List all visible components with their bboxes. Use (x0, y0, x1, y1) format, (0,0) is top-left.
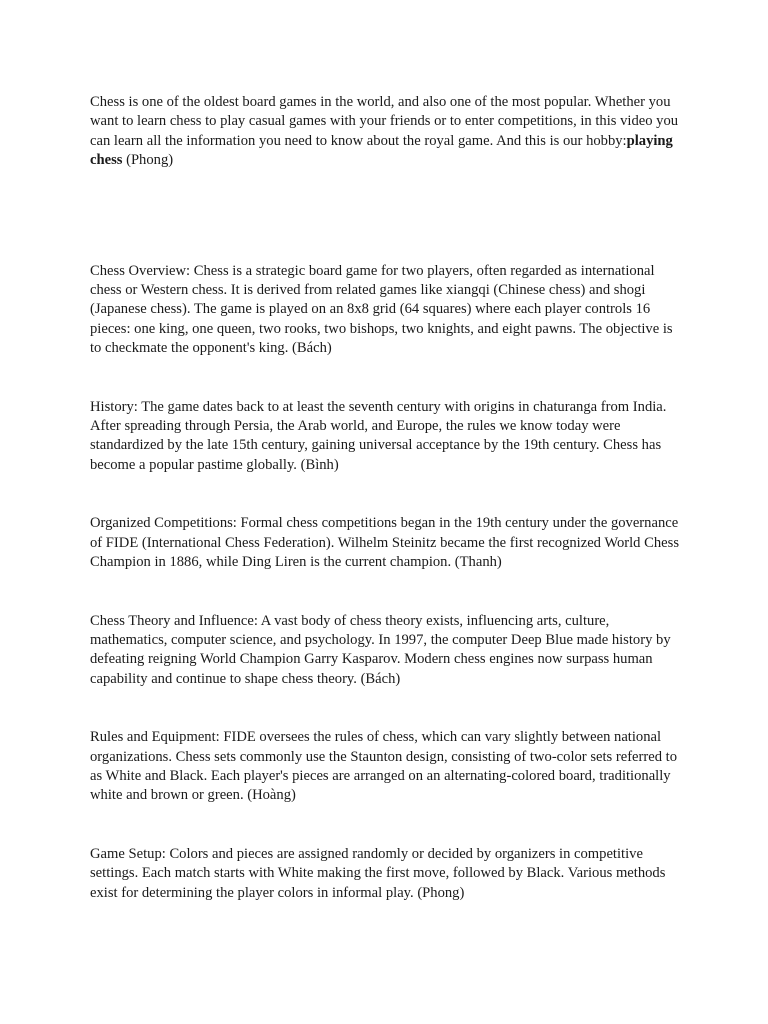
intro-suffix: (Phong) (122, 152, 174, 169)
paragraph-competitions: Organized Competitions: Formal chess competitions began in the 19th century under the governance of FIDE (International Chess Federation). Wilhelm Steinitz became the first recognized World Chess Champion in 1886, while Ding Liren is the current champion. (Thanh) (90, 515, 679, 571)
paragraph-rules: Rules and Equipment: FIDE oversees the rules of chess, which can vary slightly between national organizations. Chess sets commonly use the Staunton design, consisting of two-color sets referred to as White and Black. Each player's pieces are arranged on an alternating-colored board, traditionally white and brown or green. (Hoàng) (90, 729, 678, 804)
intro-text: Chess is one of the oldest board games in the world, and also one of the most popular. Whether you want to learn chess to play casual games with your friends or to enter competitions, in this video you can learn all the information you need to know about the royal game. And this is our hobby: (90, 94, 679, 149)
intro-bold-text: playing chess (90, 132, 673, 169)
paragraph-overview: Chess Overview: Chess is a strategic board game for two players, often regarded as international chess or Western chess. It is derived from related games like xiangqi (Chinese chess) and shogi (Japanese chess). The game is played on an 8x8 grid (64 squares) where each player controls 16 pieces: one king, one queen, two rooks, two bishops, two knights, and eight pawns. The objective is to checkmate the opponent's king. (Bách) (90, 262, 673, 357)
paragraph-history: History: The game dates back to at least the seventh century with origins in chaturanga from India. After spreading through Persia, the Arab world, and Europe, the rules we know today were standardized by the late 15th century, gaining universal acceptance by the 19th century. Chess has become a popular pastime globally. (Bình) (90, 398, 667, 473)
spacer (90, 573, 682, 612)
spacer (90, 359, 682, 398)
spacer (90, 689, 682, 728)
spacer (90, 806, 682, 845)
document-page (90, 93, 682, 903)
paragraph-setup: Game Setup: Colors and pieces are assigned randomly or decided by organizers in competitive settings. Each match starts with White making the first move, followed by Black. Various methods exist for determining the player colors in informal play. (Phong) (90, 845, 666, 901)
spacer (90, 171, 682, 262)
spacer (90, 475, 682, 514)
paragraph-theory: Chess Theory and Influence: A vast body of chess theory exists, influencing arts, culture, mathematics, computer science, and psychology. In 1997, the computer Deep Blue made history by defeating reigning World Champion Garry Kasparov. Modern chess engines now surpass human capability and continue to shape chess theory. (Bách) (90, 612, 671, 687)
intro-paragraph (90, 93, 682, 171)
